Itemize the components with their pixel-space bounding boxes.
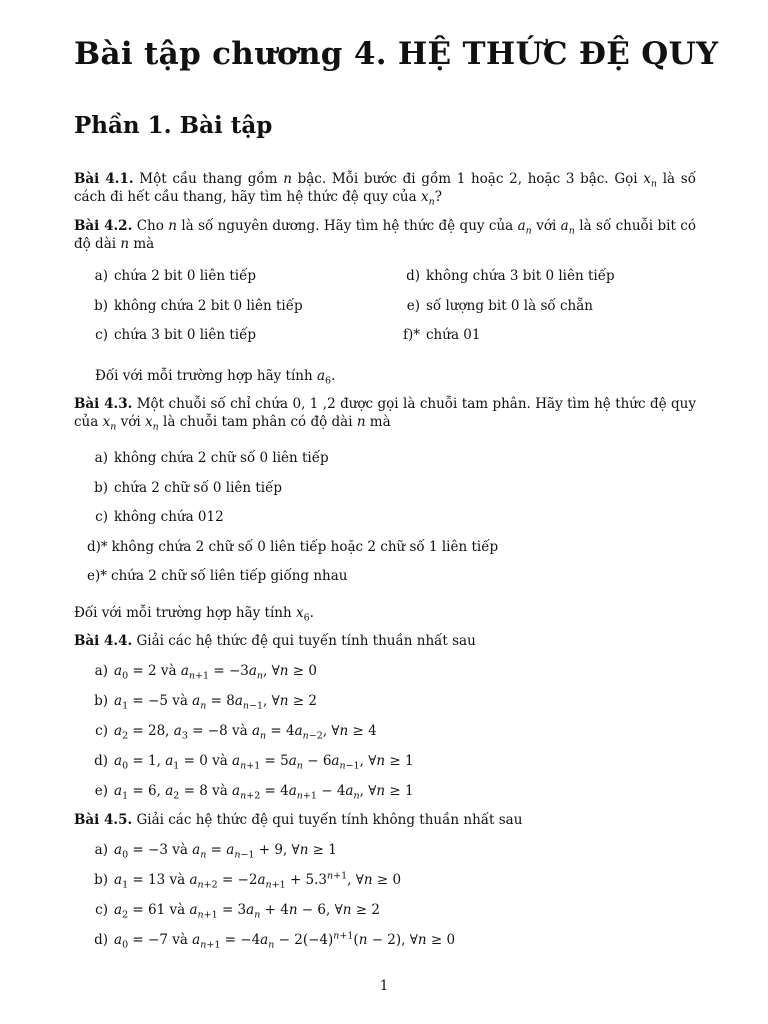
exercise-note: Đối với mỗi trường hợp hãy tính $x_6$.	[74, 605, 314, 624]
math-formula: $a_1 = 6$, $a_2 = 8$ và $a_{n+2} = 4a_{n+1} - 4a_n$, ∀n ≥ 1	[114, 783, 414, 802]
exercise-label: Bài 4.4.	[74, 633, 133, 649]
exercise-label: Bài 4.2.	[74, 218, 133, 234]
list-item: e) $a_1 = 6$, $a_2 = 8$ và $a_{n+2} = 4a_{n+1} - 4a_n$, ∀n ≥ 1	[94, 783, 414, 802]
math-formula: $a_2 = 28$, $a_3 = -8$ và $a_n = 4a_{n-2}$, ∀n ≥ 4	[114, 723, 377, 742]
list-item: d) không chứa 3 bit 0 liên tiếp	[406, 268, 615, 284]
exercise-4-3: Bài 4.3. Một chuỗi số chỉ chứa 0, 1 ,2 được gọi là chuỗi tam phân. Hãy tìm hệ thức đệ quy của $x_n$ với $x_n$ là chuỗi tam phân có độ dài n mà	[74, 396, 696, 433]
section-heading: Phần 1. Bài tập	[74, 112, 273, 139]
exercise-label: Bài 4.1.	[74, 171, 134, 187]
page-title: Bài tập chương 4. HỆ THỨC ĐỆ QUY	[74, 36, 719, 72]
list-item: c) $a_2 = 61$ và $a_{n+1} = 3a_n + 4n - 6$, ∀n ≥ 2	[95, 902, 380, 921]
list-item: d) $a_0 = 1$, $a_1 = 0$ và $a_{n+1} = 5a_n - 6a_{n-1}$, ∀n ≥ 1	[94, 753, 414, 772]
math-formula: $a_0 = 2$ và $a_{n+1} = -3a_n$, ∀n ≥ 0	[114, 663, 317, 682]
list-item: b) $a_1 = -5$ và $a_n = 8a_{n-1}$, ∀n ≥ 2	[94, 693, 317, 712]
math-formula: $a_0 = -3$ và $a_n = a_{n-1} + 9$, ∀n ≥ 1	[114, 842, 337, 861]
list-item: d)* không chứa 2 chữ số 0 liên tiếp hoặc 2 chữ số 1 liên tiếp	[87, 539, 499, 555]
math-formula: $a_1 = 13$ và $a_{n+2} = -2a_{n+1} + 5.3^{n+1}$, ∀n ≥ 0	[114, 870, 402, 891]
list-item: a) chứa 2 bit 0 liên tiếp	[94, 268, 257, 284]
list-item: c) không chứa 012	[95, 509, 224, 525]
list-item: c) chứa 3 bit 0 liên tiếp	[95, 327, 257, 343]
exercise-4-1: Bài 4.1. Một cầu thang gồm n bậc. Mỗi bước đi gồm 1 hoặc 2, hoặc 3 bậc. Gọi $x_n$ là số cách đi hết cầu thang, hãy tìm hệ thức đệ quy của $x_n$?	[74, 171, 696, 208]
list-item: e)* chứa 2 chữ số liên tiếp giống nhau	[87, 568, 348, 584]
math-formula: $a_1 = -5$ và $a_n = 8a_{n-1}$, ∀n ≥ 2	[114, 693, 317, 712]
math-formula: $a_0 = -7$ và $a_{n+1} = -4a_n - 2(-4)^{n+1}(n - 2)$, ∀n ≥ 0	[114, 930, 456, 951]
exercise-4-4: Bài 4.4. Giải các hệ thức đệ qui tuyến tính thuần nhất sau	[74, 633, 476, 649]
list-item: a) không chứa 2 chữ số 0 liên tiếp	[94, 450, 329, 466]
list-item: c) $a_2 = 28$, $a_3 = -8$ và $a_n = 4a_{n-2}$, ∀n ≥ 4	[95, 723, 377, 742]
list-item: b) chứa 2 chữ số 0 liên tiếp	[94, 480, 283, 496]
exercise-4-5: Bài 4.5. Giải các hệ thức đệ qui tuyến tính không thuần nhất sau	[74, 812, 523, 828]
list-item: f)* chứa 01	[402, 327, 481, 343]
exercise-4-2: Bài 4.2. Cho n là số nguyên dương. Hãy tìm hệ thức đệ quy của $a_n$ với $a_n$ là số chuỗi bit có độ dài n mà	[74, 218, 696, 252]
exercise-label: Bài 4.3.	[74, 396, 133, 412]
list-item: b) $a_1 = 13$ và $a_{n+2} = -2a_{n+1} + 5.3^{n+1}$, ∀n ≥ 0	[94, 870, 402, 891]
list-item: a) $a_0 = 2$ và $a_{n+1} = -3a_n$, ∀n ≥ 0	[94, 663, 317, 682]
list-item: b) không chứa 2 bit 0 liên tiếp	[94, 298, 303, 314]
math-formula: $a_0 = 1$, $a_1 = 0$ và $a_{n+1} = 5a_n - 6a_{n-1}$, ∀n ≥ 1	[114, 753, 414, 772]
list-item: d) $a_0 = -7$ và $a_{n+1} = -4a_n - 2(-4)^{n+1}(n - 2)$, ∀n ≥ 0	[94, 930, 456, 951]
page-number: 1	[379, 978, 389, 994]
list-item: e) số lượng bit 0 là số chẵn	[406, 298, 593, 314]
exercise-label: Bài 4.5.	[74, 812, 133, 828]
math-formula: $a_2 = 61$ và $a_{n+1} = 3a_n + 4n - 6$, ∀n ≥ 2	[114, 902, 380, 921]
list-item: a) $a_0 = -3$ và $a_n = a_{n-1} + 9$, ∀n ≥ 1	[94, 842, 337, 861]
exercise-note: Đối với mỗi trường hợp hãy tính $a_6$.	[95, 368, 336, 387]
